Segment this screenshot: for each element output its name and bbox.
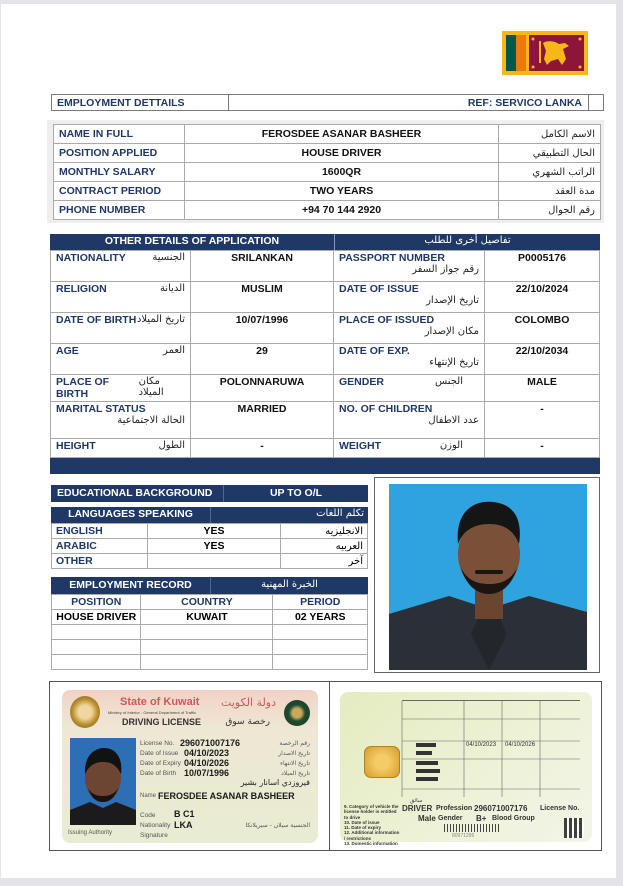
license-front-cell xyxy=(50,682,330,850)
employment-record-section xyxy=(51,577,368,670)
field-label-ar: تاريخ الإنتهاء xyxy=(429,357,479,368)
other-details-row xyxy=(51,313,600,344)
field-value: MALE xyxy=(485,375,600,402)
language-value: YES xyxy=(148,524,281,539)
other-details-title-ar: تفاصيل أخرى للطلب xyxy=(424,235,511,246)
field-value: 10/07/1996 xyxy=(191,313,334,344)
employment-record-title-ar: الخبرة المهنية xyxy=(261,579,318,590)
field-label-cell xyxy=(51,375,191,402)
languages-title: LANGUAGES SPEAKING xyxy=(51,507,211,523)
field-label-ar: تاريخ الإصدار xyxy=(426,295,479,306)
field-label-ar: الحالة الاجتماعية xyxy=(117,415,185,426)
employment-record-table xyxy=(51,594,368,670)
language-row xyxy=(52,524,368,539)
row-value: TWO YEARS xyxy=(185,182,499,201)
column-header: PERIOD xyxy=(273,595,368,610)
column-header: COUNTRY xyxy=(141,595,273,610)
field-label: PASSPORT NUMBER xyxy=(339,252,445,264)
main-info-panel xyxy=(47,120,604,223)
other-details-title: OTHER DETAILS OF APPLICATION xyxy=(50,234,335,250)
row-label-ar: رقم الجوال xyxy=(499,201,601,220)
language-row xyxy=(52,539,368,554)
back-profession-ar: سائق xyxy=(410,798,423,804)
main-info-row xyxy=(54,163,601,182)
applicant-photo xyxy=(389,484,587,670)
gcc-emblem-icon xyxy=(284,700,310,726)
record-row xyxy=(52,610,368,625)
other-details-row xyxy=(51,375,600,402)
license-field-label: License No. xyxy=(140,740,175,747)
row-label-ar: مدة العقد xyxy=(499,182,601,201)
back-gender: Male xyxy=(418,814,436,823)
main-info-row xyxy=(54,182,601,201)
other-details-section xyxy=(50,234,600,474)
field-value: MARRIED xyxy=(191,402,334,439)
language-value: YES xyxy=(148,539,281,554)
row-value: HOUSE DRIVER xyxy=(185,144,499,163)
smart-chip-icon xyxy=(364,746,400,778)
field-label-cell xyxy=(51,282,191,313)
field-value: 29 xyxy=(191,344,334,375)
main-info-table xyxy=(53,124,601,220)
record-cell: KUWAIT xyxy=(141,610,273,625)
back-license-no-label: License No. xyxy=(540,805,580,812)
education-value: UP TO O/L xyxy=(269,487,323,499)
applicant-photo-frame xyxy=(374,477,600,673)
language-value xyxy=(148,554,281,569)
license-name: FEROSDEE ASANAR BASHEER xyxy=(158,791,295,801)
license-field-label-ar: تاريخ الاصدار xyxy=(278,750,310,757)
other-details-row xyxy=(51,282,600,313)
field-label: DATE OF BIRTH xyxy=(56,314,137,326)
field-label-ar: الجنس xyxy=(434,376,463,387)
field-label-cell xyxy=(51,344,191,375)
back-profession-label: Profession xyxy=(436,805,473,812)
field-value: - xyxy=(485,439,600,458)
record-row xyxy=(52,655,368,670)
field-label-cell xyxy=(51,313,191,344)
field-label-ar: مكان الإصدار xyxy=(424,326,479,337)
record-cell: HOUSE DRIVER xyxy=(52,610,141,625)
other-details-row xyxy=(51,439,600,458)
other-details-row xyxy=(51,402,600,439)
language-name-ar: العربيه xyxy=(281,539,368,554)
license-back-cell xyxy=(330,682,601,850)
language-name: ENGLISH xyxy=(52,524,148,539)
back-serial: 80971296 xyxy=(452,833,475,839)
record-cell xyxy=(52,655,141,670)
back-license-no: 296071007176 xyxy=(474,804,528,813)
field-label: MARITAL STATUS xyxy=(56,403,146,415)
language-row xyxy=(52,554,368,569)
reference: REF: SERVICO LANKA xyxy=(229,95,589,110)
field-label-cell xyxy=(334,439,485,458)
field-label-cell xyxy=(334,313,485,344)
license-name-ar: فيروزدي اسانار بشير xyxy=(240,778,310,787)
section-title: EMPLOYMENT DETTAILS xyxy=(52,95,229,110)
field-label-cell xyxy=(334,251,485,282)
record-cell xyxy=(273,640,368,655)
row-label: POSITION APPLIED xyxy=(54,144,185,163)
license-field-value: 10/07/1996 xyxy=(184,768,230,778)
license-photo xyxy=(70,738,136,825)
field-value: 22/10/2034 xyxy=(485,344,600,375)
field-value: P0005176 xyxy=(485,251,600,282)
back-profession: DRIVER xyxy=(402,804,433,813)
field-value: MUSLIM xyxy=(191,282,334,313)
field-label-cell xyxy=(334,402,485,439)
field-label: HEIGHT xyxy=(56,440,96,452)
license-field-value: 04/10/2023 xyxy=(184,748,230,758)
field-value: - xyxy=(485,402,600,439)
field-label: DATE OF ISSUE xyxy=(339,283,419,295)
license-field-label: Date of Birth xyxy=(140,770,177,777)
field-label-ar: رقم جواز السفر xyxy=(412,264,479,275)
field-label-ar: تاريخ الميلاد xyxy=(136,314,185,325)
license-nationality-ar: الجنسية سيلان - سيريلانكا xyxy=(245,822,310,829)
field-label-ar: الديانة xyxy=(159,283,185,294)
license-code: B C1 xyxy=(174,809,195,819)
row-label: PHONE NUMBER xyxy=(54,201,185,220)
language-name: ARABIC xyxy=(52,539,148,554)
license-field-label-ar: رقم الرخصة xyxy=(279,740,310,747)
other-details-row xyxy=(51,251,600,282)
kuwait-emblem-icon xyxy=(70,696,100,728)
language-name-ar: آخر xyxy=(281,554,368,569)
language-name-ar: الانجليزيه xyxy=(281,524,368,539)
field-label: WEIGHT xyxy=(339,440,381,452)
field-label: RELIGION xyxy=(56,283,107,295)
license-nationality-label: Nationality xyxy=(140,822,171,829)
record-cell xyxy=(52,625,141,640)
other-details-footer-bar xyxy=(50,458,600,474)
field-value: SRILANKAN xyxy=(191,251,334,282)
field-label-cell xyxy=(334,375,485,402)
record-cell xyxy=(141,625,273,640)
employment-record-header xyxy=(51,577,368,594)
license-field-label: Date of Issue xyxy=(140,750,179,757)
license-state: State of Kuwait xyxy=(120,696,200,708)
back-gender-label: Gender xyxy=(438,815,463,822)
license-note: 10. Date of issue xyxy=(344,819,380,825)
barcode-icon xyxy=(444,824,500,832)
field-value: POLONNARUWA xyxy=(191,375,334,402)
field-label-ar: الوزن xyxy=(439,440,463,451)
employment-details-header xyxy=(51,94,604,111)
sri-lanka-flag-icon xyxy=(502,31,588,75)
field-label-cell xyxy=(51,251,191,282)
document-page xyxy=(1,4,616,878)
back-expiry-date: 04/10/2026 xyxy=(505,742,536,748)
main-info-row xyxy=(54,144,601,163)
languages-section xyxy=(51,507,368,569)
languages-header xyxy=(51,507,368,523)
license-state-ar: دولة الكويت xyxy=(221,696,276,709)
license-issuing-authority: Issuing Authority xyxy=(68,830,113,836)
field-label: PLACE OF BIRTH xyxy=(56,376,110,400)
license-field-value: 04/10/2026 xyxy=(184,758,230,768)
education-label: EDUCATIONAL BACKGROUND xyxy=(51,485,224,502)
license-note: 9. Category of vehicle the license holder is entitled to drive xyxy=(344,804,399,820)
field-label: GENDER xyxy=(339,376,384,388)
license-back-card xyxy=(340,692,592,847)
field-value: - xyxy=(191,439,334,458)
field-label-cell xyxy=(334,282,485,313)
license-front-card xyxy=(62,690,318,843)
license-field-value: 296071007176 xyxy=(180,738,241,748)
other-details-row xyxy=(51,344,600,375)
back-blood: B+ xyxy=(476,814,487,823)
license-note: 12. Additional information / restrictions xyxy=(344,830,400,841)
license-field-label: Date of Expiry xyxy=(140,760,181,767)
field-label-ar: عدد الاطفال xyxy=(428,415,479,426)
row-label-ar: الاسم الكامل xyxy=(499,125,601,144)
driving-license-images xyxy=(49,681,602,851)
back-issue-date: 04/10/2023 xyxy=(466,742,497,748)
other-details-header xyxy=(50,234,600,250)
row-value: +94 70 144 2920 xyxy=(185,201,499,220)
row-value: 1600QR xyxy=(185,163,499,182)
language-name: OTHER xyxy=(52,554,148,569)
record-cell xyxy=(273,655,368,670)
field-label: AGE xyxy=(56,345,79,357)
employment-record-title: EMPLOYMENT RECORD xyxy=(51,577,211,594)
vehicle-category-grid xyxy=(402,700,580,796)
languages-title-ar: تكلم اللغات xyxy=(316,508,364,519)
license-ministry: Ministry of Interior - General Department of Traffic xyxy=(108,710,196,715)
field-label: DATE OF EXP. xyxy=(339,345,410,357)
other-details-table xyxy=(50,250,600,458)
row-label: MONTHLY SALARY xyxy=(54,163,185,182)
license-title: DRIVING LICENSE xyxy=(122,717,202,727)
license-code-label: Code xyxy=(140,812,156,819)
license-signature-label: Signature xyxy=(140,832,168,839)
record-cell: 02 YEARS xyxy=(273,610,368,625)
field-value: COLOMBO xyxy=(485,313,600,344)
education-bar xyxy=(51,485,368,502)
field-label-ar: العمر xyxy=(163,345,185,356)
row-value: FEROSDEE ASANAR BASHEER xyxy=(185,125,499,144)
field-label-cell xyxy=(51,439,191,458)
license-nationality: LKA xyxy=(174,820,193,830)
main-info-row xyxy=(54,125,601,144)
record-cell xyxy=(52,640,141,655)
record-row xyxy=(52,640,368,655)
license-title-ar: رخصة سوق xyxy=(225,717,270,727)
row-label: CONTRACT PERIOD xyxy=(54,182,185,201)
license-field-label-ar: تاريخ الانتهاء xyxy=(280,760,310,767)
record-row xyxy=(52,625,368,640)
license-note: 13. Domestic information xyxy=(344,841,398,847)
qr-code-icon xyxy=(564,818,584,838)
field-label-ar: الطول xyxy=(158,440,185,451)
field-label-ar: مكان الميلاد xyxy=(138,376,164,398)
license-name-label: Name xyxy=(140,793,157,799)
column-header: POSITION xyxy=(52,595,141,610)
field-label: PLACE OF ISSUED xyxy=(339,314,435,326)
record-cell xyxy=(141,655,273,670)
row-label-ar: الراتب الشهري xyxy=(499,163,601,182)
field-label-cell xyxy=(51,402,191,439)
back-blood-label: Blood Group xyxy=(492,815,535,822)
field-label-ar: الجنسية xyxy=(152,252,185,263)
field-value: 22/10/2024 xyxy=(485,282,600,313)
license-note: 11. Date of expiry xyxy=(344,825,382,831)
field-label: NO. OF CHILDREN xyxy=(339,403,433,415)
record-cell xyxy=(273,625,368,640)
row-label: NAME IN FULL xyxy=(54,125,185,144)
license-field-label-ar: تاريخ الميلاد xyxy=(281,770,310,777)
record-cell xyxy=(141,640,273,655)
row-label-ar: الحال التطبيقي xyxy=(499,144,601,163)
languages-table xyxy=(51,523,368,569)
field-label-cell xyxy=(334,344,485,375)
main-info-row xyxy=(54,201,601,220)
field-label: NATIONALITY xyxy=(56,252,126,264)
